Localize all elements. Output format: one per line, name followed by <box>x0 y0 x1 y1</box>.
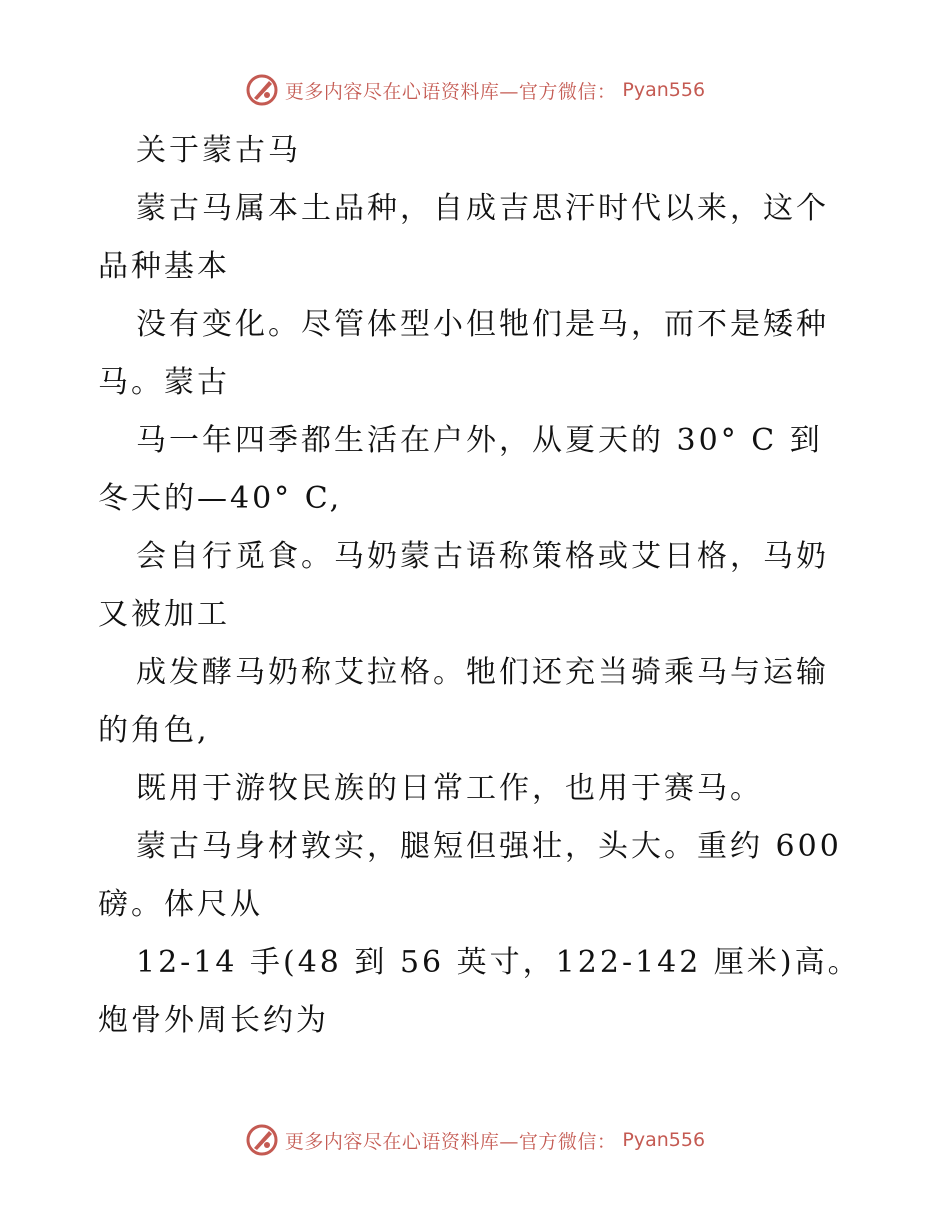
watermark-site-text: 更多内容尽在心语资料库—官方微信： <box>284 80 617 103</box>
text-line: 品种基本 <box>98 249 230 284</box>
text-line: 蒙古马身材敦实，腿短但强壮，头大。重约 600 <box>136 829 842 864</box>
watermark-wechat-id: Pyan556 <box>622 1129 706 1151</box>
quill-circle-logo-icon <box>245 73 279 107</box>
text-line: 没有变化。尽管体型小但牠们是马，而不是矮种 <box>136 307 829 342</box>
text-line: 冬天的—40° C, <box>98 481 343 516</box>
footer-watermark <box>0 1120 950 1160</box>
text-line: 会自行觅食。马奶蒙古语称策格或艾日格，马奶 <box>136 539 829 574</box>
document-body <box>98 122 861 1050</box>
watermark-site-text: 更多内容尽在心语资料库—官方微信： <box>284 1130 617 1153</box>
watermark-wechat-id: Pyan556 <box>622 79 706 101</box>
text-line: 蒙古马属本土品种，自成吉思汗时代以来，这个 <box>136 191 829 226</box>
text-line: 既用于游牧民族的日常工作，也用于赛马。 <box>136 771 763 806</box>
quill-circle-logo-icon <box>245 1123 279 1157</box>
text-line: 的角色, <box>98 713 210 748</box>
document-title: 关于蒙古马 <box>136 133 301 168</box>
header-watermark <box>0 70 950 110</box>
text-line: 12-14 手(48 到 56 英寸，122-142 厘米)高。 <box>136 945 861 980</box>
text-line: 炮骨外周长约为 <box>98 1003 329 1038</box>
text-line: 成发酵马奶称艾拉格。牠们还充当骑乘马与运输 <box>136 655 829 690</box>
text-line: 磅。体尺从 <box>98 887 263 922</box>
text-line: 马。蒙古 <box>98 365 230 400</box>
text-line: 马一年四季都生活在户外，从夏天的 30° C 到 <box>136 423 823 458</box>
text-line: 又被加工 <box>98 597 230 632</box>
